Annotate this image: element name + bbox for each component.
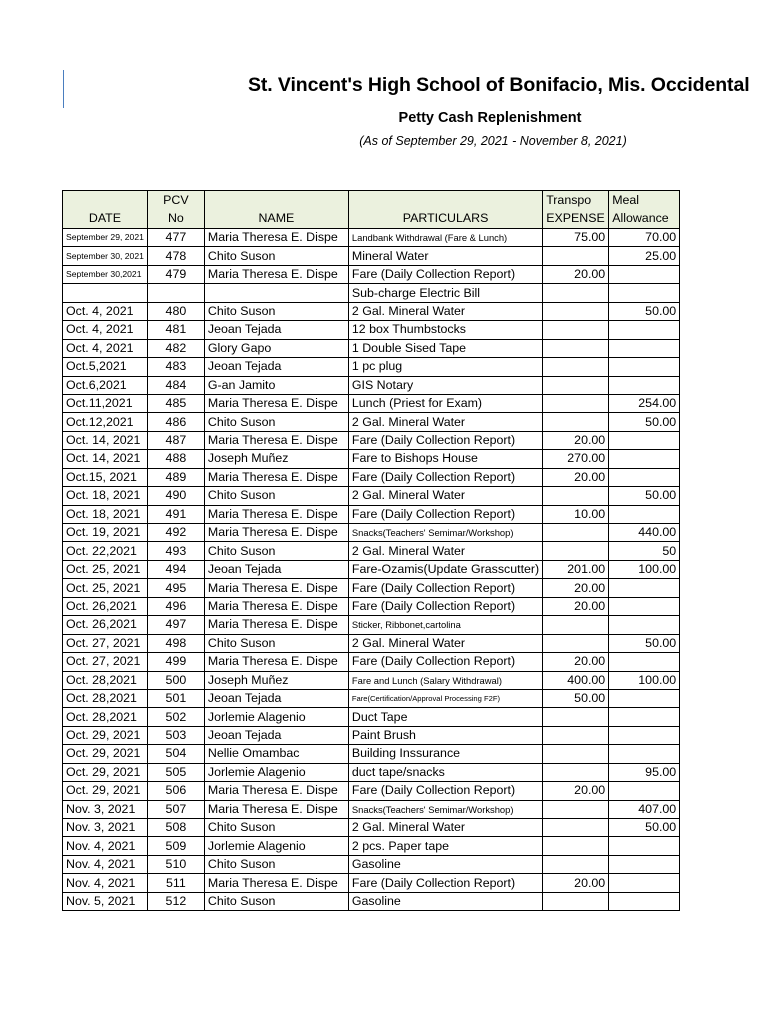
table-row <box>63 284 680 302</box>
transpo-expense-cell <box>543 413 609 431</box>
pcv-no-cell: 480 <box>147 302 204 320</box>
meal-allowance-cell: 25.00 <box>609 247 680 265</box>
meal-allowance-cell: 50.00 <box>609 487 680 505</box>
particulars-cell: Fare (Daily Collection Report) <box>348 579 542 597</box>
petty-cash-table <box>62 190 680 911</box>
table-row <box>63 394 680 412</box>
particulars-cell: Snacks(Teachers' Semimar/Workshop) <box>348 800 542 818</box>
name-cell: Jeoan Tejada <box>204 321 348 339</box>
meal-allowance-cell <box>609 653 680 671</box>
particulars-cell: 12 box Thumbstocks <box>348 321 542 339</box>
table-row <box>63 634 680 652</box>
name-cell: Maria Theresa E. Dispe <box>204 505 348 523</box>
pcv-no-cell: 485 <box>147 394 204 412</box>
transpo-expense-cell <box>543 892 609 910</box>
table-row <box>63 450 680 468</box>
particulars-cell: 1 pc plug <box>348 358 542 376</box>
transpo-expense-cell <box>543 542 609 560</box>
pcv-no-cell: 508 <box>147 819 204 837</box>
transpo-expense-cell <box>543 524 609 542</box>
particulars-cell: 2 Gal. Mineral Water <box>348 634 542 652</box>
table-row <box>63 524 680 542</box>
pcv-no-cell: 511 <box>147 874 204 892</box>
meal-allowance-cell <box>609 745 680 763</box>
transpo-expense-cell: 201.00 <box>543 560 609 578</box>
pcv-no-cell: 487 <box>147 431 204 449</box>
table-row <box>63 763 680 781</box>
date-cell: Oct. 4, 2021 <box>63 302 148 320</box>
meal-allowance-cell: 50 <box>609 542 680 560</box>
name-cell: Chito Suson <box>204 819 348 837</box>
meal-allowance-cell <box>609 708 680 726</box>
meal-allowance-cell: 70.00 <box>609 229 680 247</box>
particulars-cell: Sticker, Ribbonet,cartolina <box>348 616 542 634</box>
meal-allowance-cell <box>609 431 680 449</box>
transpo-expense-cell <box>543 745 609 763</box>
pcv-no-cell: 479 <box>147 265 204 283</box>
header-particulars: PARTICULARS <box>348 210 542 229</box>
date-cell: Oct. 25, 2021 <box>63 560 148 578</box>
date-cell: Nov. 4, 2021 <box>63 837 148 855</box>
date-cell <box>63 284 148 302</box>
pcv-no-cell: 502 <box>147 708 204 726</box>
particulars-cell: Duct Tape <box>348 708 542 726</box>
name-cell: Joseph Muñez <box>204 671 348 689</box>
name-cell: Jorlemie Alagenio <box>204 763 348 781</box>
pcv-no-cell: 509 <box>147 837 204 855</box>
name-cell: Maria Theresa E. Dispe <box>204 653 348 671</box>
pcv-no-cell: 510 <box>147 855 204 873</box>
meal-allowance-cell <box>609 892 680 910</box>
meal-allowance-cell <box>609 874 680 892</box>
table-row <box>63 376 680 394</box>
transpo-expense-cell: 20.00 <box>543 597 609 615</box>
table-row <box>63 892 680 910</box>
header-meal-top: Meal <box>609 191 680 210</box>
meal-allowance-cell <box>609 726 680 744</box>
date-cell: Oct.12,2021 <box>63 413 148 431</box>
name-cell: Jeoan Tejada <box>204 560 348 578</box>
pcv-no-cell: 496 <box>147 597 204 615</box>
header-name-top <box>204 191 348 210</box>
date-cell: Oct. 19, 2021 <box>63 524 148 542</box>
pcv-no-cell: 489 <box>147 468 204 486</box>
meal-allowance-cell: 100.00 <box>609 560 680 578</box>
transpo-expense-cell: 20.00 <box>543 579 609 597</box>
table-row <box>63 800 680 818</box>
pcv-no-cell: 495 <box>147 579 204 597</box>
name-cell: Chito Suson <box>204 542 348 560</box>
header-date-top <box>63 191 148 210</box>
meal-allowance-cell <box>609 597 680 615</box>
header-pcv-top: PCV <box>147 191 204 210</box>
transpo-expense-cell: 270.00 <box>543 450 609 468</box>
name-cell: Maria Theresa E. Dispe <box>204 782 348 800</box>
meal-allowance-cell <box>609 358 680 376</box>
pcv-no-cell: 482 <box>147 339 204 357</box>
date-cell: Oct. 4, 2021 <box>63 321 148 339</box>
transpo-expense-cell <box>543 302 609 320</box>
name-cell: Chito Suson <box>204 413 348 431</box>
particulars-cell: Fare (Daily Collection Report) <box>348 265 542 283</box>
pcv-no-cell: 507 <box>147 800 204 818</box>
meal-allowance-cell <box>609 505 680 523</box>
date-cell: Oct. 22,2021 <box>63 542 148 560</box>
pcv-no-cell: 506 <box>147 782 204 800</box>
pcv-no-cell: 484 <box>147 376 204 394</box>
name-cell: Maria Theresa E. Dispe <box>204 265 348 283</box>
table-row <box>63 468 680 486</box>
particulars-cell: Lunch (Priest for Exam) <box>348 394 542 412</box>
table-row <box>63 560 680 578</box>
date-cell: Oct. 29, 2021 <box>63 745 148 763</box>
table-row <box>63 708 680 726</box>
transpo-expense-cell <box>543 394 609 412</box>
particulars-cell: Fare and Lunch (Salary Withdrawal) <box>348 671 542 689</box>
name-cell <box>204 284 348 302</box>
header-row-2 <box>63 210 680 229</box>
transpo-expense-cell: 20.00 <box>543 468 609 486</box>
table-row <box>63 247 680 265</box>
text-cursor <box>63 70 64 108</box>
particulars-cell: Paint Brush <box>348 726 542 744</box>
transpo-expense-cell: 10.00 <box>543 505 609 523</box>
meal-allowance-cell <box>609 450 680 468</box>
name-cell: Maria Theresa E. Dispe <box>204 597 348 615</box>
transpo-expense-cell: 400.00 <box>543 671 609 689</box>
table-row <box>63 229 680 247</box>
name-cell: Joseph Muñez <box>204 450 348 468</box>
particulars-cell: Fare-Ozamis(Update Grasscutter) <box>348 560 542 578</box>
name-cell: Jeoan Tejada <box>204 358 348 376</box>
table-row <box>63 339 680 357</box>
meal-allowance-cell <box>609 339 680 357</box>
table-row <box>63 265 680 283</box>
date-cell: Oct. 28,2021 <box>63 671 148 689</box>
meal-allowance-cell <box>609 689 680 707</box>
table-row <box>63 616 680 634</box>
date-cell: Oct. 27, 2021 <box>63 653 148 671</box>
table-row <box>63 413 680 431</box>
transpo-expense-cell <box>543 837 609 855</box>
name-cell: Maria Theresa E. Dispe <box>204 468 348 486</box>
transpo-expense-cell: 20.00 <box>543 782 609 800</box>
date-cell: Oct. 18, 2021 <box>63 505 148 523</box>
transpo-expense-cell <box>543 855 609 873</box>
table-row <box>63 689 680 707</box>
pcv-no-cell: 478 <box>147 247 204 265</box>
meal-allowance-cell <box>609 321 680 339</box>
header-meal-allowance: Allowance <box>609 210 680 229</box>
pcv-no-cell: 483 <box>147 358 204 376</box>
name-cell: Chito Suson <box>204 302 348 320</box>
date-cell: Oct. 28,2021 <box>63 708 148 726</box>
pcv-no-cell: 494 <box>147 560 204 578</box>
name-cell: Maria Theresa E. Dispe <box>204 431 348 449</box>
particulars-cell: 2 Gal. Mineral Water <box>348 302 542 320</box>
pcv-no-cell: 499 <box>147 653 204 671</box>
pcv-no-cell: 498 <box>147 634 204 652</box>
particulars-cell: 1 Double Sised Tape <box>348 339 542 357</box>
particulars-cell: Fare(Certification/Approval Processing F2F) <box>348 689 542 707</box>
meal-allowance-cell <box>609 579 680 597</box>
table-row <box>63 874 680 892</box>
name-cell: Nellie Omambac <box>204 745 348 763</box>
date-cell: Nov. 4, 2021 <box>63 874 148 892</box>
transpo-expense-cell <box>543 376 609 394</box>
name-cell: Jeoan Tejada <box>204 689 348 707</box>
name-cell: G-an Jamito <box>204 376 348 394</box>
transpo-expense-cell <box>543 321 609 339</box>
name-cell: Chito Suson <box>204 634 348 652</box>
date-range-note: (As of September 29, 2021 - November 8, 2021) <box>359 134 627 148</box>
page-title: St. Vincent's High School of Bonifacio, Mis. Occidental <box>248 74 750 96</box>
date-cell: Oct. 27, 2021 <box>63 634 148 652</box>
name-cell: Maria Theresa E. Dispe <box>204 874 348 892</box>
name-cell: Maria Theresa E. Dispe <box>204 524 348 542</box>
header-date: DATE <box>63 210 148 229</box>
particulars-cell: Fare to Bishops House <box>348 450 542 468</box>
table-row <box>63 745 680 763</box>
date-cell: Oct.15, 2021 <box>63 468 148 486</box>
meal-allowance-cell: 95.00 <box>609 763 680 781</box>
table-row <box>63 597 680 615</box>
transpo-expense-cell: 20.00 <box>543 874 609 892</box>
pcv-no-cell <box>147 284 204 302</box>
transpo-expense-cell <box>543 800 609 818</box>
name-cell: Glory Gapo <box>204 339 348 357</box>
date-cell: Oct. 29, 2021 <box>63 726 148 744</box>
particulars-cell: duct tape/snacks <box>348 763 542 781</box>
name-cell: Maria Theresa E. Dispe <box>204 579 348 597</box>
meal-allowance-cell: 100.00 <box>609 671 680 689</box>
table-row <box>63 579 680 597</box>
date-cell: Oct. 26,2021 <box>63 597 148 615</box>
date-cell: Oct. 29, 2021 <box>63 782 148 800</box>
date-cell: Oct. 14, 2021 <box>63 431 148 449</box>
header-transpo-expense: EXPENSE <box>543 210 609 229</box>
meal-allowance-cell <box>609 284 680 302</box>
particulars-cell: Fare (Daily Collection Report) <box>348 782 542 800</box>
transpo-expense-cell: 75.00 <box>543 229 609 247</box>
particulars-cell: 2 Gal. Mineral Water <box>348 819 542 837</box>
meal-allowance-cell <box>609 837 680 855</box>
header-row-1 <box>63 191 680 210</box>
date-cell: September 30, 2021 <box>63 247 148 265</box>
date-cell: Nov. 3, 2021 <box>63 800 148 818</box>
table-row <box>63 653 680 671</box>
header-pcv-no: No <box>147 210 204 229</box>
meal-allowance-cell <box>609 468 680 486</box>
meal-allowance-cell: 440.00 <box>609 524 680 542</box>
table-row <box>63 671 680 689</box>
pcv-no-cell: 477 <box>147 229 204 247</box>
transpo-expense-cell: 20.00 <box>543 431 609 449</box>
date-cell: Oct. 28,2021 <box>63 689 148 707</box>
date-cell: Oct. 18, 2021 <box>63 487 148 505</box>
date-cell: September 29, 2021 <box>63 229 148 247</box>
date-cell: Oct.6,2021 <box>63 376 148 394</box>
meal-allowance-cell <box>609 616 680 634</box>
meal-allowance-cell <box>609 376 680 394</box>
particulars-cell: Fare (Daily Collection Report) <box>348 653 542 671</box>
pcv-no-cell: 493 <box>147 542 204 560</box>
particulars-cell: Fare (Daily Collection Report) <box>348 468 542 486</box>
table-row <box>63 726 680 744</box>
transpo-expense-cell <box>543 284 609 302</box>
meal-allowance-cell: 50.00 <box>609 413 680 431</box>
particulars-cell: GIS Notary <box>348 376 542 394</box>
pcv-no-cell: 490 <box>147 487 204 505</box>
meal-allowance-cell: 407.00 <box>609 800 680 818</box>
pcv-no-cell: 491 <box>147 505 204 523</box>
pcv-no-cell: 492 <box>147 524 204 542</box>
meal-allowance-cell <box>609 855 680 873</box>
pcv-no-cell: 497 <box>147 616 204 634</box>
particulars-cell: Fare (Daily Collection Report) <box>348 874 542 892</box>
date-cell: Oct. 29, 2021 <box>63 763 148 781</box>
date-cell: Oct.11,2021 <box>63 394 148 412</box>
meal-allowance-cell <box>609 782 680 800</box>
date-cell: Oct. 4, 2021 <box>63 339 148 357</box>
meal-allowance-cell: 50.00 <box>609 634 680 652</box>
table-row <box>63 855 680 873</box>
table-row <box>63 819 680 837</box>
name-cell: Maria Theresa E. Dispe <box>204 616 348 634</box>
table-row <box>63 505 680 523</box>
name-cell: Jorlemie Alagenio <box>204 708 348 726</box>
pcv-no-cell: 501 <box>147 689 204 707</box>
transpo-expense-cell <box>543 634 609 652</box>
name-cell: Jorlemie Alagenio <box>204 837 348 855</box>
date-cell: Nov. 4, 2021 <box>63 855 148 873</box>
particulars-cell: 2 Gal. Mineral Water <box>348 542 542 560</box>
meal-allowance-cell <box>609 265 680 283</box>
name-cell: Maria Theresa E. Dispe <box>204 229 348 247</box>
transpo-expense-cell: 20.00 <box>543 653 609 671</box>
pcv-no-cell: 481 <box>147 321 204 339</box>
transpo-expense-cell <box>543 708 609 726</box>
particulars-cell: 2 Gal. Mineral Water <box>348 413 542 431</box>
transpo-expense-cell: 50.00 <box>543 689 609 707</box>
pcv-no-cell: 504 <box>147 745 204 763</box>
meal-allowance-cell: 254.00 <box>609 394 680 412</box>
pcv-no-cell: 512 <box>147 892 204 910</box>
transpo-expense-cell <box>543 763 609 781</box>
particulars-cell: 2 Gal. Mineral Water <box>348 487 542 505</box>
particulars-cell: Sub-charge Electric Bill <box>348 284 542 302</box>
table-row <box>63 782 680 800</box>
table-row <box>63 837 680 855</box>
meal-allowance-cell: 50.00 <box>609 819 680 837</box>
particulars-cell: Gasoline <box>348 855 542 873</box>
name-cell: Chito Suson <box>204 487 348 505</box>
transpo-expense-cell <box>543 339 609 357</box>
particulars-cell: Building Inssurance <box>348 745 542 763</box>
date-cell: Oct. 26,2021 <box>63 616 148 634</box>
header-name: NAME <box>204 210 348 229</box>
meal-allowance-cell: 50.00 <box>609 302 680 320</box>
name-cell: Chito Suson <box>204 247 348 265</box>
particulars-cell: Fare (Daily Collection Report) <box>348 431 542 449</box>
date-cell: Nov. 5, 2021 <box>63 892 148 910</box>
transpo-expense-cell: 20.00 <box>543 265 609 283</box>
name-cell: Maria Theresa E. Dispe <box>204 800 348 818</box>
page-subtitle: Petty Cash Replenishment <box>398 110 582 126</box>
transpo-expense-cell <box>543 487 609 505</box>
table-row <box>63 358 680 376</box>
date-cell: Oct. 14, 2021 <box>63 450 148 468</box>
particulars-cell: Gasoline <box>348 892 542 910</box>
header-particulars-top <box>348 191 542 210</box>
pcv-no-cell: 505 <box>147 763 204 781</box>
transpo-expense-cell <box>543 616 609 634</box>
particulars-cell: Mineral Water <box>348 247 542 265</box>
name-cell: Maria Theresa E. Dispe <box>204 394 348 412</box>
table-row <box>63 542 680 560</box>
date-cell: Oct.5,2021 <box>63 358 148 376</box>
particulars-cell: Snacks(Teachers' Semimar/Workshop) <box>348 524 542 542</box>
particulars-cell: Fare (Daily Collection Report) <box>348 597 542 615</box>
name-cell: Chito Suson <box>204 892 348 910</box>
date-cell: Oct. 25, 2021 <box>63 579 148 597</box>
pcv-no-cell: 503 <box>147 726 204 744</box>
transpo-expense-cell <box>543 726 609 744</box>
transpo-expense-cell <box>543 247 609 265</box>
transpo-expense-cell <box>543 358 609 376</box>
table-row <box>63 487 680 505</box>
table-row <box>63 321 680 339</box>
particulars-cell: 2 pcs. Paper tape <box>348 837 542 855</box>
date-cell: Nov. 3, 2021 <box>63 819 148 837</box>
table-row <box>63 302 680 320</box>
date-cell: September 30,2021 <box>63 265 148 283</box>
pcv-no-cell: 488 <box>147 450 204 468</box>
particulars-cell: Fare (Daily Collection Report) <box>348 505 542 523</box>
pcv-no-cell: 486 <box>147 413 204 431</box>
name-cell: Jeoan Tejada <box>204 726 348 744</box>
particulars-cell: Landbank Withdrawal (Fare & Lunch) <box>348 229 542 247</box>
pcv-no-cell: 500 <box>147 671 204 689</box>
table-row <box>63 431 680 449</box>
header-transpo-top: Transpo <box>543 191 609 210</box>
transpo-expense-cell <box>543 819 609 837</box>
name-cell: Chito Suson <box>204 855 348 873</box>
